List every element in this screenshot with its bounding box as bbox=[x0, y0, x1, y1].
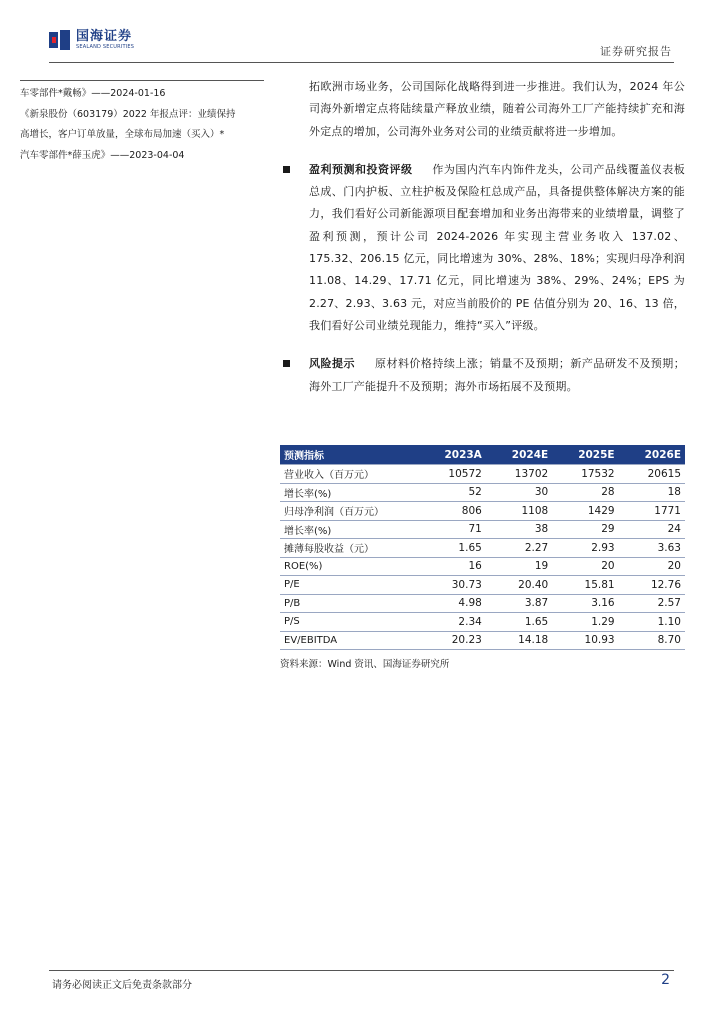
table-cell: 24 bbox=[619, 520, 685, 539]
table-cell: 3.87 bbox=[486, 594, 552, 613]
table-cell: 10572 bbox=[418, 465, 486, 484]
table-cell: 1.10 bbox=[619, 613, 685, 632]
table-row bbox=[280, 465, 685, 484]
risk-section bbox=[309, 353, 685, 398]
forecast-title: 盈利预测和投资评级 bbox=[309, 162, 413, 176]
table-cell: 52 bbox=[418, 483, 486, 502]
table-cell: 15.81 bbox=[552, 576, 618, 595]
forecast-table-section bbox=[280, 445, 685, 670]
table-row bbox=[280, 594, 685, 613]
table-cell: 2.93 bbox=[552, 539, 618, 558]
table-header-cell: 2024E bbox=[486, 445, 552, 465]
bullet-square-icon bbox=[283, 360, 290, 367]
header-divider bbox=[49, 62, 674, 63]
table-cell: EV/EBITDA bbox=[280, 631, 418, 650]
table-header-cell: 2023A bbox=[418, 445, 486, 465]
table-cell: P/B bbox=[280, 594, 418, 613]
risk-text: 原材料价格持续上涨；销量不及预期；新产品研发不及预期；海外工厂产能提升不及预期；海外市场拓展不及预期。 bbox=[309, 357, 686, 393]
risk-paragraph bbox=[309, 353, 685, 398]
table-cell: 20.23 bbox=[418, 631, 486, 650]
intro-paragraph: 拓欧洲市场业务，公司国际化战略得到进一步推进。我们认为，2024 年公司海外新增定点将陆续量产释放业绩，随着公司海外工厂产能持续扩充和海外定点的增加，公司海外业务对公司的业绩贡献将进一步增加。 bbox=[309, 80, 685, 138]
table-cell: 71 bbox=[418, 520, 486, 539]
related-report-line: 汽车零部件*薛玉虎》——2023-04-04 bbox=[20, 149, 185, 161]
logo-mark-icon bbox=[49, 30, 71, 50]
table-row bbox=[280, 613, 685, 632]
table-cell: 1.29 bbox=[552, 613, 618, 632]
table-header-row bbox=[280, 445, 685, 465]
table-cell: 3.16 bbox=[552, 594, 618, 613]
table-cell: 1108 bbox=[486, 502, 552, 521]
table-cell: P/E bbox=[280, 576, 418, 595]
related-report-line: 车零部件*戴畅》——2024-01-16 bbox=[20, 88, 166, 99]
table-source-note: 资料来源：Wind 资讯、国海证券研究所 bbox=[280, 659, 450, 670]
footer-disclaimer: 请务必阅读正文后免责条款部分 bbox=[52, 980, 192, 991]
table-row bbox=[280, 631, 685, 650]
table-cell: ROE(%) bbox=[280, 557, 418, 576]
table-cell: 806 bbox=[418, 502, 486, 521]
table-row bbox=[280, 539, 685, 558]
forecast-table bbox=[280, 445, 685, 650]
table-cell: 10.93 bbox=[552, 631, 618, 650]
table-cell: 30 bbox=[486, 483, 552, 502]
forecast-paragraph bbox=[309, 159, 685, 337]
table-cell: 29 bbox=[552, 520, 618, 539]
table-cell: 20 bbox=[619, 557, 685, 576]
related-reports-divider bbox=[20, 80, 264, 81]
table-header-cell: 预测指标 bbox=[280, 445, 418, 465]
table-cell: 30.73 bbox=[418, 576, 486, 595]
table-cell: 摊薄每股收益（元） bbox=[280, 539, 418, 558]
table-cell: 2.34 bbox=[418, 613, 486, 632]
table-cell: P/S bbox=[280, 613, 418, 632]
logo-english-name: SEALAND SECURITIES bbox=[76, 44, 135, 50]
table-cell: 3.63 bbox=[619, 539, 685, 558]
table-header-cell: 2026E bbox=[619, 445, 685, 465]
forecast-text: 作为国内汽车内饰件龙头，公司产品线覆盖仪表板总成、门内护板、立柱护板及保险杠总成产品，具备提供整体解决方案的能力，我们看好公司新能源项目配套增加和业务出海带来的业绩增量，调整了盈利预测，预计公司 2024-2026 年实现主营业务收入 137.02、175.32、206.15 亿元，同比增速为 30%、28%、18%；实现归母净利润 11.08、14.29、17.71 亿元，同比增速为 38%、29%、24%；EPS 为 2.27、2.93、3.63 元，对应当前股价的 PE 估值分别为 20、16、13 倍，我们看好公司业绩兑现能力，维持“买入”评级。 bbox=[309, 162, 685, 332]
table-cell: 20 bbox=[552, 557, 618, 576]
table-cell: 13702 bbox=[486, 465, 552, 484]
related-report-line: 《新泉股份（603179）2022 年报点评：业绩保持 bbox=[20, 108, 236, 120]
company-logo bbox=[49, 30, 134, 50]
table-row bbox=[280, 576, 685, 595]
table-cell: 归母净利润（百万元） bbox=[280, 502, 418, 521]
table-cell: 14.18 bbox=[486, 631, 552, 650]
table-cell: 28 bbox=[552, 483, 618, 502]
report-type-label: 证券研究报告 bbox=[600, 45, 672, 58]
table-row bbox=[280, 502, 685, 521]
table-cell: 2.27 bbox=[486, 539, 552, 558]
related-report-line: 高增长，客户订单放量，全球布局加速（买入）* bbox=[20, 129, 225, 140]
table-cell: 20.40 bbox=[486, 576, 552, 595]
table-cell: 2.57 bbox=[619, 594, 685, 613]
table-header-cell: 2025E bbox=[552, 445, 618, 465]
related-reports bbox=[20, 80, 264, 166]
table-cell: 19 bbox=[486, 557, 552, 576]
table-cell: 增长率(%) bbox=[280, 483, 418, 502]
logo-name: 国海证券 bbox=[76, 29, 133, 44]
table-cell: 20615 bbox=[619, 465, 685, 484]
table-cell: 1429 bbox=[552, 502, 618, 521]
table-cell: 8.70 bbox=[619, 631, 685, 650]
table-cell: 1.65 bbox=[418, 539, 486, 558]
table-cell: 4.98 bbox=[418, 594, 486, 613]
table-row bbox=[280, 557, 685, 576]
risk-title: 风险提示 bbox=[309, 357, 355, 371]
page-header bbox=[0, 0, 724, 62]
table-cell: 营业收入（百万元） bbox=[280, 465, 418, 484]
table-cell: 18 bbox=[619, 483, 685, 502]
table-cell: 1771 bbox=[619, 502, 685, 521]
table-cell: 16 bbox=[418, 557, 486, 576]
table-cell: 17532 bbox=[552, 465, 618, 484]
table-cell: 1.65 bbox=[486, 613, 552, 632]
page-number: 2 bbox=[661, 972, 670, 988]
table-cell: 增长率(%) bbox=[280, 520, 418, 539]
table-cell: 12.76 bbox=[619, 576, 685, 595]
bullet-square-icon bbox=[283, 166, 290, 173]
table-row bbox=[280, 520, 685, 539]
table-row bbox=[280, 483, 685, 502]
table-cell: 38 bbox=[486, 520, 552, 539]
main-text bbox=[309, 76, 685, 398]
footer-divider bbox=[49, 970, 674, 971]
forecast-section bbox=[309, 159, 685, 337]
